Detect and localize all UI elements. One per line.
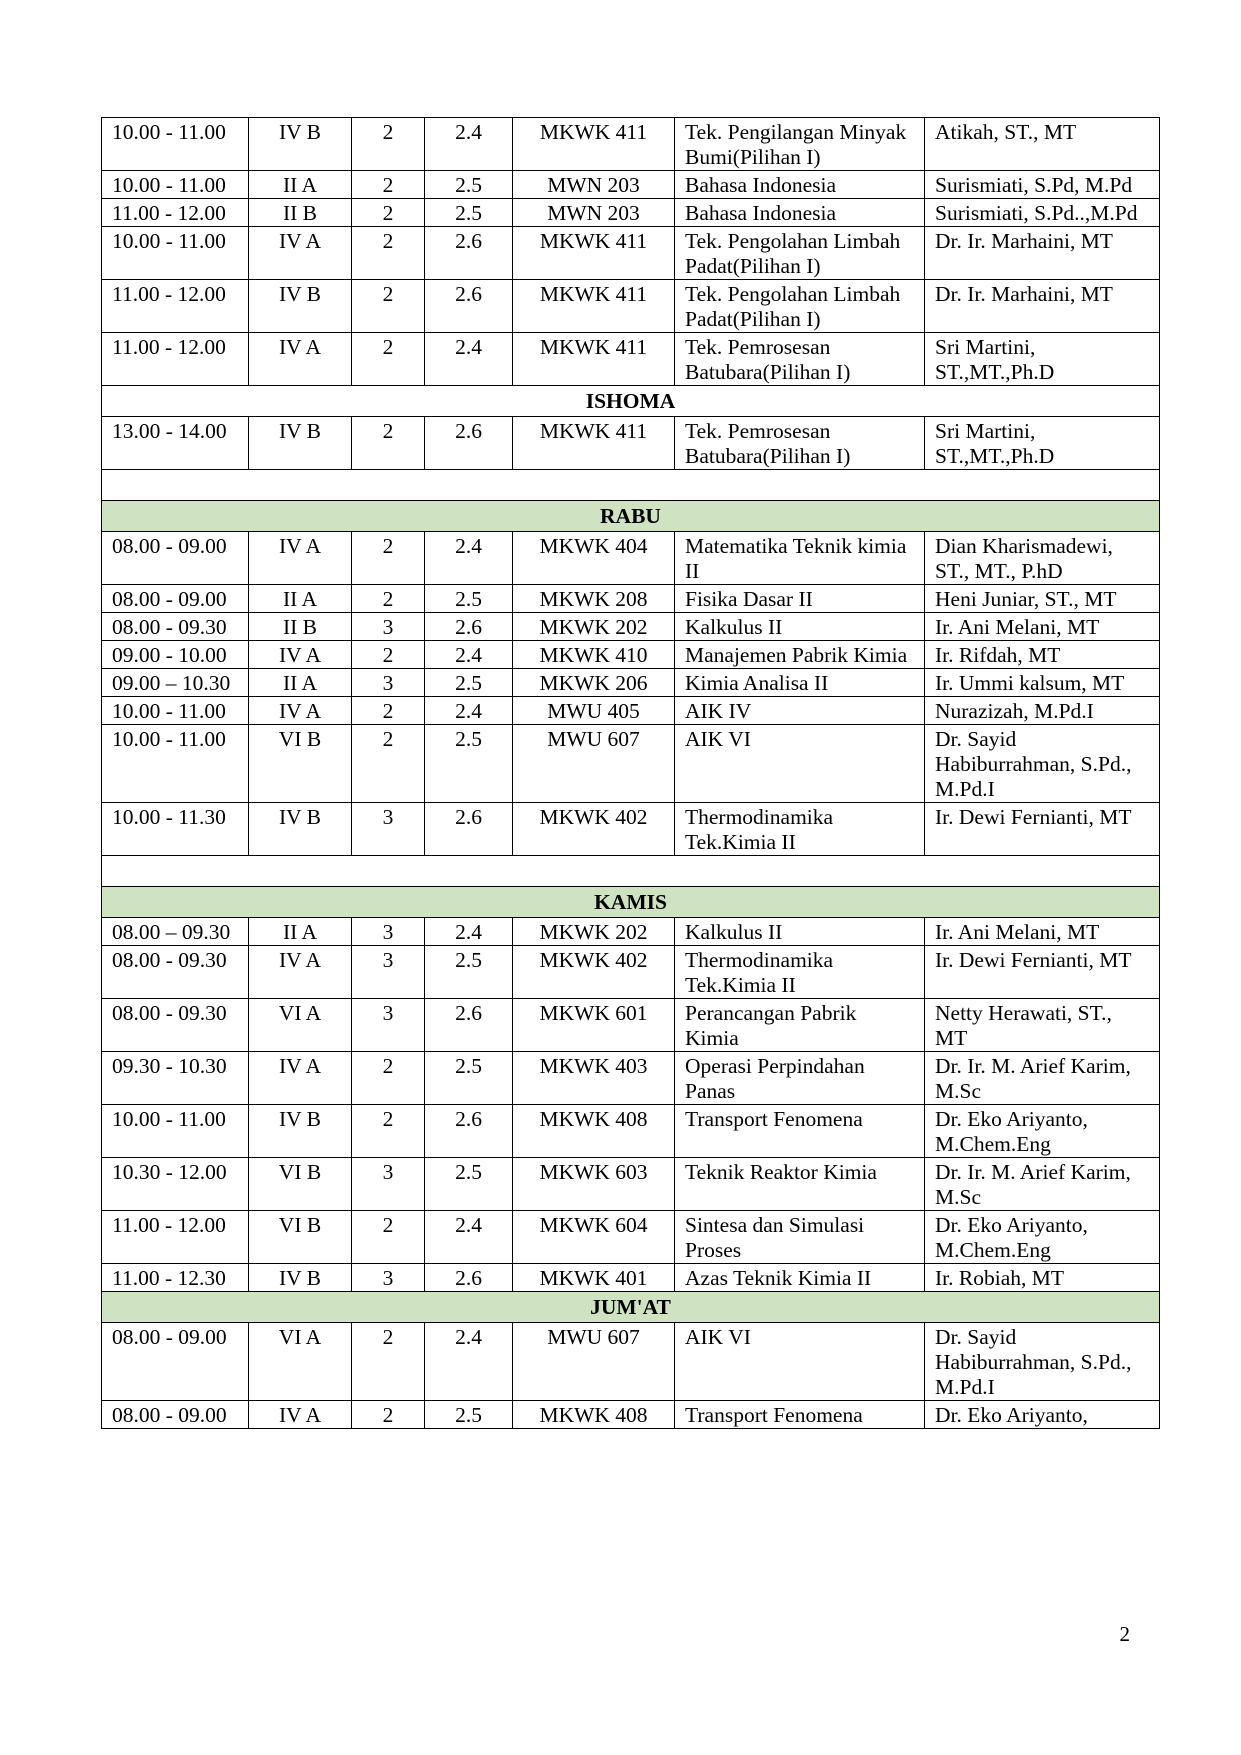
course-name-cell: Bahasa Indonesia: [675, 171, 925, 199]
credits-cell: 3: [352, 999, 425, 1052]
table-row: [102, 946, 1160, 999]
table-row: [102, 697, 1160, 725]
course-name-cell: Fisika Dasar II: [675, 585, 925, 613]
table-row: [102, 641, 1160, 669]
course-code-cell: MKWK 410: [513, 641, 675, 669]
lecturer-cell: Atikah, ST., MT: [925, 118, 1160, 171]
course-name-cell: Thermodinamika Tek.Kimia II: [675, 803, 925, 856]
course-code-cell: MKWK 404: [513, 532, 675, 585]
course-code-cell: MKWK 411: [513, 227, 675, 280]
time-cell: 11.00 - 12.00: [102, 333, 249, 386]
course-name-cell: Operasi Perpindahan Panas: [675, 1052, 925, 1105]
lecturer-cell: Dr. Eko Ariyanto, M.Chem.Eng: [925, 1105, 1160, 1158]
blank-row: [102, 856, 1160, 887]
class-cell: VI A: [249, 1323, 352, 1401]
course-name-cell: Sintesa dan Simulasi Proses: [675, 1211, 925, 1264]
room-cell: 2.4: [425, 641, 513, 669]
room-cell: 2.5: [425, 585, 513, 613]
table-row: [102, 1052, 1160, 1105]
course-code-cell: MKWK 603: [513, 1158, 675, 1211]
credits-cell: 2: [352, 697, 425, 725]
lecturer-cell: Sri Martini, ST.,MT.,Ph.D: [925, 417, 1160, 470]
lecturer-cell: Nurazizah, M.Pd.I: [925, 697, 1160, 725]
day-section-row: [102, 501, 1160, 532]
lecturer-cell: Ir. Dewi Fernianti, MT: [925, 803, 1160, 856]
credits-cell: 3: [352, 946, 425, 999]
course-code-cell: MKWK 411: [513, 333, 675, 386]
lecturer-cell: Netty Herawati, ST., MT: [925, 999, 1160, 1052]
credits-cell: 2: [352, 1401, 425, 1429]
time-cell: 10.00 - 11.00: [102, 697, 249, 725]
table-row: [102, 918, 1160, 946]
credits-cell: 3: [352, 613, 425, 641]
course-code-cell: MKWK 411: [513, 417, 675, 470]
room-cell: 2.5: [425, 1052, 513, 1105]
lecturer-cell: Dr. Sayid Habiburrahman, S.Pd., M.Pd.I: [925, 725, 1160, 803]
class-cell: VI A: [249, 999, 352, 1052]
table-row: [102, 199, 1160, 227]
table-row: [102, 669, 1160, 697]
credits-cell: 3: [352, 1158, 425, 1211]
course-name-cell: Transport Fenomena: [675, 1105, 925, 1158]
course-name-cell: Teknik Reaktor Kimia: [675, 1158, 925, 1211]
time-cell: 08.00 - 09.00: [102, 1323, 249, 1401]
section-heading: KAMIS: [102, 887, 1160, 918]
time-cell: 10.30 - 12.00: [102, 1158, 249, 1211]
course-code-cell: MWU 405: [513, 697, 675, 725]
time-cell: 08.00 – 09.30: [102, 918, 249, 946]
table-row: [102, 1401, 1160, 1429]
lecturer-cell: Surismiati, S.Pd..,M.Pd: [925, 199, 1160, 227]
lecturer-cell: Dr. Eko Ariyanto, M.Chem.Eng: [925, 1211, 1160, 1264]
course-code-cell: MKWK 402: [513, 803, 675, 856]
lecturer-cell: Ir. Rifdah, MT: [925, 641, 1160, 669]
class-cell: IV A: [249, 227, 352, 280]
credits-cell: 3: [352, 803, 425, 856]
credits-cell: 2: [352, 417, 425, 470]
lecturer-cell: Ir. Dewi Fernianti, MT: [925, 946, 1160, 999]
page-number: 2: [1119, 1622, 1130, 1646]
lecturer-cell: Dr. Ir. M. Arief Karim, M.Sc: [925, 1158, 1160, 1211]
lecturer-cell: Ir. Ummi kalsum, MT: [925, 669, 1160, 697]
time-cell: 10.00 - 11.30: [102, 803, 249, 856]
room-cell: 2.5: [425, 669, 513, 697]
course-code-cell: MKWK 601: [513, 999, 675, 1052]
room-cell: 2.6: [425, 999, 513, 1052]
time-cell: 08.00 - 09.30: [102, 613, 249, 641]
room-cell: 2.4: [425, 1323, 513, 1401]
time-cell: 08.00 - 09.00: [102, 532, 249, 585]
room-cell: 2.4: [425, 333, 513, 386]
credits-cell: 2: [352, 1105, 425, 1158]
time-cell: 11.00 - 12.00: [102, 1211, 249, 1264]
course-code-cell: MWU 607: [513, 1323, 675, 1401]
course-code-cell: MKWK 411: [513, 118, 675, 171]
course-code-cell: MWN 203: [513, 199, 675, 227]
time-cell: 08.00 - 09.30: [102, 946, 249, 999]
time-cell: 10.00 - 11.00: [102, 227, 249, 280]
time-cell: 10.00 - 11.00: [102, 1105, 249, 1158]
table-row: [102, 1264, 1160, 1292]
credits-cell: 2: [352, 333, 425, 386]
time-cell: 09.30 - 10.30: [102, 1052, 249, 1105]
class-cell: IV A: [249, 697, 352, 725]
room-cell: 2.5: [425, 725, 513, 803]
day-section-row: [102, 386, 1160, 417]
class-cell: IV A: [249, 333, 352, 386]
lecturer-cell: Dr. Ir. M. Arief Karim, M.Sc: [925, 1052, 1160, 1105]
credits-cell: 2: [352, 227, 425, 280]
class-cell: IV B: [249, 803, 352, 856]
course-name-cell: Bahasa Indonesia: [675, 199, 925, 227]
class-cell: II A: [249, 585, 352, 613]
room-cell: 2.5: [425, 199, 513, 227]
course-code-cell: MWN 203: [513, 171, 675, 199]
lecturer-cell: Ir. Ani Melani, MT: [925, 918, 1160, 946]
section-heading: JUM'AT: [102, 1292, 1160, 1323]
credits-cell: 2: [352, 280, 425, 333]
lecturer-cell: Ir. Ani Melani, MT: [925, 613, 1160, 641]
class-cell: IV B: [249, 1264, 352, 1292]
room-cell: 2.6: [425, 417, 513, 470]
table-row: [102, 280, 1160, 333]
course-name-cell: Matematika Teknik kimia II: [675, 532, 925, 585]
table-row: [102, 417, 1160, 470]
table-row: [102, 171, 1160, 199]
room-cell: 2.6: [425, 227, 513, 280]
time-cell: 09.00 - 10.00: [102, 641, 249, 669]
credits-cell: 2: [352, 118, 425, 171]
lecturer-cell: Dr. Eko Ariyanto,: [925, 1401, 1160, 1429]
lecturer-cell: Surismiati, S.Pd, M.Pd: [925, 171, 1160, 199]
course-name-cell: Manajemen Pabrik Kimia: [675, 641, 925, 669]
credits-cell: 2: [352, 1211, 425, 1264]
course-name-cell: Tek. Pemrosesan Batubara(Pilihan I): [675, 333, 925, 386]
course-name-cell: Azas Teknik Kimia II: [675, 1264, 925, 1292]
course-code-cell: MKWK 202: [513, 918, 675, 946]
time-cell: 08.00 - 09.00: [102, 1401, 249, 1429]
room-cell: 2.6: [425, 1264, 513, 1292]
course-code-cell: MKWK 408: [513, 1401, 675, 1429]
table-row: [102, 333, 1160, 386]
table-row: [102, 725, 1160, 803]
class-cell: IV A: [249, 641, 352, 669]
room-cell: 2.4: [425, 918, 513, 946]
course-code-cell: MWU 607: [513, 725, 675, 803]
credits-cell: 3: [352, 1264, 425, 1292]
class-cell: II B: [249, 613, 352, 641]
room-cell: 2.4: [425, 697, 513, 725]
day-section-row: [102, 1292, 1160, 1323]
course-code-cell: MKWK 401: [513, 1264, 675, 1292]
credits-cell: 2: [352, 585, 425, 613]
room-cell: 2.4: [425, 118, 513, 171]
table-row: [102, 1211, 1160, 1264]
table-row: [102, 999, 1160, 1052]
room-cell: 2.5: [425, 1158, 513, 1211]
room-cell: 2.4: [425, 532, 513, 585]
credits-cell: 3: [352, 669, 425, 697]
course-name-cell: Transport Fenomena: [675, 1401, 925, 1429]
credits-cell: 2: [352, 1323, 425, 1401]
table-row: [102, 227, 1160, 280]
lecturer-cell: Dr. Ir. Marhaini, MT: [925, 280, 1160, 333]
schedule-body: [102, 118, 1160, 1429]
room-cell: 2.6: [425, 280, 513, 333]
course-code-cell: MKWK 408: [513, 1105, 675, 1158]
class-cell: VI B: [249, 1158, 352, 1211]
class-cell: II A: [249, 171, 352, 199]
credits-cell: 2: [352, 1052, 425, 1105]
table-row: [102, 803, 1160, 856]
lecturer-cell: Dr. Ir. Marhaini, MT: [925, 227, 1160, 280]
lecturer-cell: Dr. Sayid Habiburrahman, S.Pd., M.Pd.I: [925, 1323, 1160, 1401]
section-heading: ISHOMA: [102, 386, 1160, 417]
course-name-cell: Kalkulus II: [675, 918, 925, 946]
table-row: [102, 613, 1160, 641]
credits-cell: 2: [352, 532, 425, 585]
time-cell: 13.00 - 14.00: [102, 417, 249, 470]
class-cell: II A: [249, 918, 352, 946]
class-cell: IV A: [249, 532, 352, 585]
course-name-cell: Tek. Pengolahan Limbah Padat(Pilihan I): [675, 280, 925, 333]
section-heading: RABU: [102, 501, 1160, 532]
course-name-cell: Tek. Pengolahan Limbah Padat(Pilihan I): [675, 227, 925, 280]
table-row: [102, 532, 1160, 585]
course-code-cell: MKWK 202: [513, 613, 675, 641]
course-code-cell: MKWK 208: [513, 585, 675, 613]
class-cell: IV A: [249, 1052, 352, 1105]
room-cell: 2.6: [425, 803, 513, 856]
course-name-cell: Tek. Pemrosesan Batubara(Pilihan I): [675, 417, 925, 470]
course-name-cell: Kimia Analisa II: [675, 669, 925, 697]
room-cell: 2.6: [425, 1105, 513, 1158]
time-cell: 10.00 - 11.00: [102, 118, 249, 171]
credits-cell: 2: [352, 171, 425, 199]
time-cell: 08.00 - 09.30: [102, 999, 249, 1052]
table-row: [102, 1105, 1160, 1158]
credits-cell: 3: [352, 918, 425, 946]
room-cell: 2.5: [425, 946, 513, 999]
class-cell: IV B: [249, 1105, 352, 1158]
table-row: [102, 1323, 1160, 1401]
room-cell: 2.5: [425, 171, 513, 199]
table-row: [102, 585, 1160, 613]
class-cell: IV B: [249, 417, 352, 470]
course-name-cell: Tek. Pengilangan Minyak Bumi(Pilihan I): [675, 118, 925, 171]
class-cell: IV B: [249, 118, 352, 171]
blank-row: [102, 470, 1160, 501]
room-cell: 2.5: [425, 1401, 513, 1429]
credits-cell: 2: [352, 725, 425, 803]
blank-cell: [102, 470, 1160, 501]
course-name-cell: Perancangan Pabrik Kimia: [675, 999, 925, 1052]
table-row: [102, 118, 1160, 171]
credits-cell: 2: [352, 199, 425, 227]
course-code-cell: MKWK 411: [513, 280, 675, 333]
time-cell: 10.00 - 11.00: [102, 725, 249, 803]
course-name-cell: Thermodinamika Tek.Kimia II: [675, 946, 925, 999]
table-row: [102, 1158, 1160, 1211]
time-cell: 11.00 - 12.30: [102, 1264, 249, 1292]
time-cell: 08.00 - 09.00: [102, 585, 249, 613]
course-code-cell: MKWK 206: [513, 669, 675, 697]
schedule-table: [101, 117, 1160, 1429]
course-code-cell: MKWK 403: [513, 1052, 675, 1105]
course-name-cell: AIK IV: [675, 697, 925, 725]
course-name-cell: AIK VI: [675, 1323, 925, 1401]
room-cell: 2.6: [425, 613, 513, 641]
lecturer-cell: Heni Juniar, ST., MT: [925, 585, 1160, 613]
time-cell: 11.00 - 12.00: [102, 199, 249, 227]
course-code-cell: MKWK 402: [513, 946, 675, 999]
lecturer-cell: Ir. Robiah, MT: [925, 1264, 1160, 1292]
time-cell: 10.00 - 11.00: [102, 171, 249, 199]
course-name-cell: AIK VI: [675, 725, 925, 803]
time-cell: 11.00 - 12.00: [102, 280, 249, 333]
credits-cell: 2: [352, 641, 425, 669]
class-cell: IV A: [249, 1401, 352, 1429]
lecturer-cell: Sri Martini, ST.,MT.,Ph.D: [925, 333, 1160, 386]
blank-cell: [102, 856, 1160, 887]
class-cell: II A: [249, 669, 352, 697]
lecturer-cell: Dian Kharismadewi, ST., MT., P.hD: [925, 532, 1160, 585]
day-section-row: [102, 887, 1160, 918]
class-cell: IV B: [249, 280, 352, 333]
class-cell: VI B: [249, 1211, 352, 1264]
course-name-cell: Kalkulus II: [675, 613, 925, 641]
room-cell: 2.4: [425, 1211, 513, 1264]
class-cell: IV A: [249, 946, 352, 999]
class-cell: VI B: [249, 725, 352, 803]
course-code-cell: MKWK 604: [513, 1211, 675, 1264]
time-cell: 09.00 – 10.30: [102, 669, 249, 697]
class-cell: II B: [249, 199, 352, 227]
